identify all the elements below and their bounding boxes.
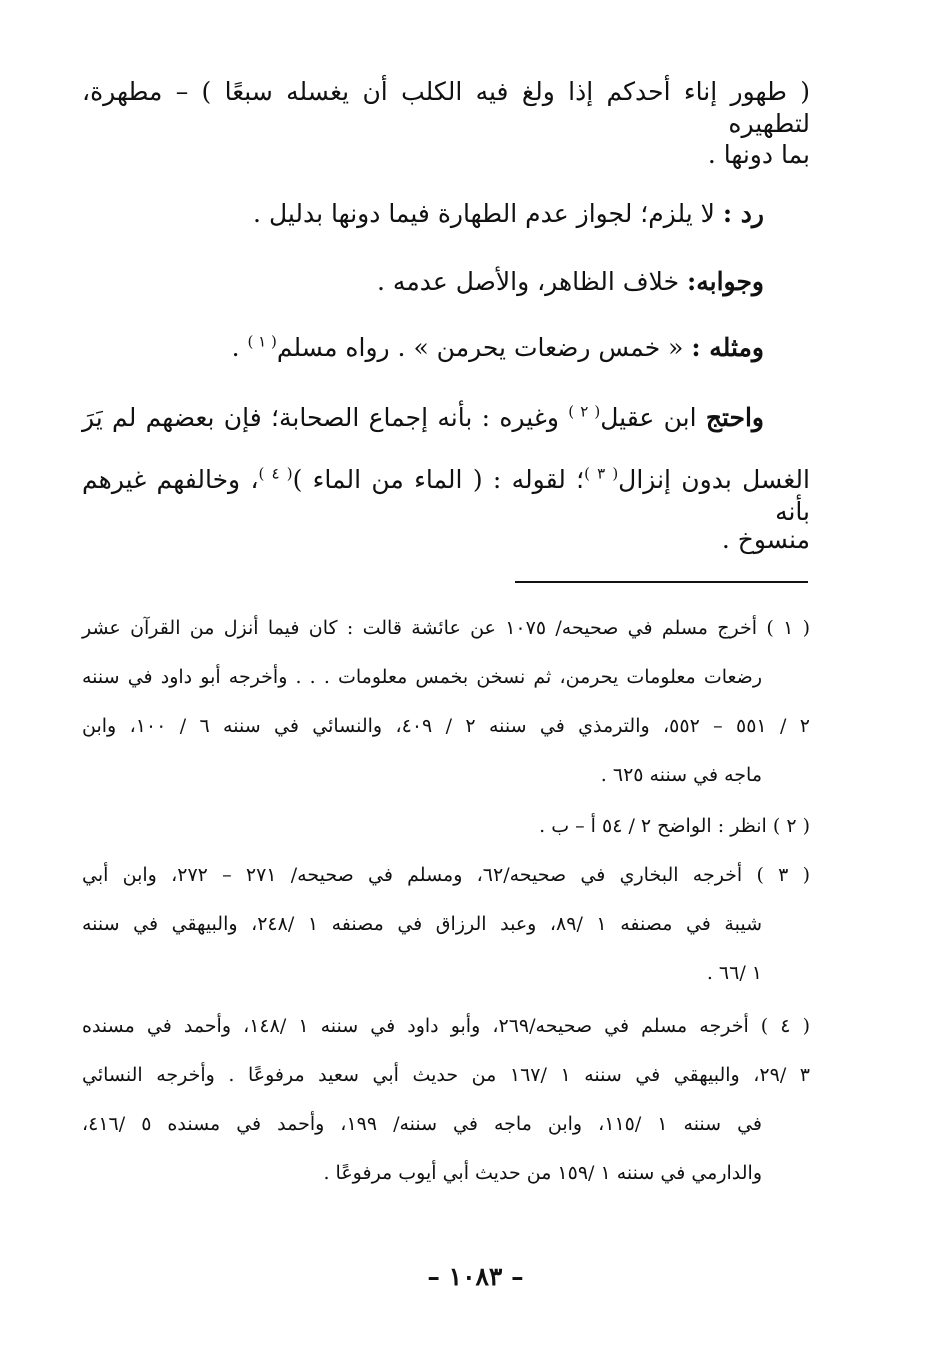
footnote-3-line-3: ١ /٦٦ . [706, 962, 762, 984]
main-line-8: منسوخ . [721, 525, 810, 554]
footnote-ref-4[interactable]: ( ٤ ) [258, 464, 293, 483]
line7-text-c: ، وخالفهم غيرهم بأنه [82, 465, 810, 526]
jawab-label: وجوابه: [687, 267, 764, 296]
mithl-label: ومثله : [691, 333, 764, 362]
footnote-ref-1[interactable]: ( ١ ) [247, 332, 277, 351]
footnote-2-line-1: ( ٢ ) انظر : الواضح ٢ / ٥٤ أ – ب . [539, 815, 810, 837]
mithl-paragraph [82, 332, 810, 364]
ihtaj-text-b: وغيره : بأنه إجماع الصحابة؛ فإن بعضهم لم يَرَ [82, 403, 569, 432]
radd-label: رد : [722, 199, 764, 228]
mithl-text: « خمس رضعات يحرمن » . رواه مسلم [276, 333, 692, 362]
footnote-divider [515, 581, 808, 583]
line7-text-a: الغسل بدون إنزال [618, 465, 810, 494]
footnote-1-line-4: ماجه في سننه ٦٢٥ . [600, 764, 762, 786]
jawab-paragraph [82, 266, 810, 298]
main-line-1: ( طهور إناء أحدكم إذا ولغ فيه الكلب أن يغسله سبعًا ) – مطهرة، لتطهيره [82, 77, 810, 138]
footnote-4-line-4: والدارمي في سننه ١ /١٥٩ من حديث أبي أيوب مرفوعًا . [323, 1162, 762, 1184]
footnote-ref-3[interactable]: ( ٣ ) [584, 464, 619, 483]
footnote-3-line-2: شيبة في مصنفه ١ /٨٩، وعبد الرزاق في مصنفه ١ /٢٤٨، والبيهقي في سننه [82, 913, 762, 935]
footnote-1-line-3: ٢ / ٥٥١ – ٥٥٢، والترمذي في سننه ٢ / ٤٠٩، والنسائي في سننه ٦ / ١٠٠، وابن [82, 715, 810, 737]
page-number: – ١٠٨٣ – [427, 1262, 524, 1291]
footnote-1-line-2: رضعات معلومات يحرمن، ثم نسخن بخمس معلومات . . . وأخرجه أبو داود في سننه [82, 666, 762, 688]
footnote-4-line-2: ٣ /٢٩، والبيهقي في سننه ١ /١٦٧ من حديث أبي سعيد مرفوعًا . وأخرجه النسائي [82, 1064, 810, 1086]
jawab-text: خلاف الظاهر، والأصل عدمه . [377, 267, 688, 296]
main-line-7 [82, 464, 810, 528]
mithl-end: . [231, 333, 248, 362]
radd-paragraph [82, 198, 810, 230]
ihtaj-line [82, 402, 810, 434]
footnote-1-line-1: ( ١ ) أخرج مسلم في صحيحه/ ١٠٧٥ عن عائشة قالت : كان فيما أنزل من القرآن عشر [82, 617, 811, 639]
footnote-4-line-1: ( ٤ ) أخرجه مسلم في صحيحه/٢٦٩، وأبو داود في سننه ١ /١٤٨، وأحمد في مسنده [82, 1015, 811, 1037]
main-line-2: بما دونها . [707, 140, 810, 169]
footnote-3-line-1: ( ٣ ) أخرجه البخاري في صحيحه/٦٢، ومسلم في صحيحه/ ٢٧١ – ٢٧٢، وابن أبي [82, 864, 810, 886]
ihtaj-label: واحتج [705, 403, 764, 432]
footnote-ref-2[interactable]: ( ٢ ) [568, 402, 601, 421]
footnote-4-line-3: في سننه ١ /١١٥، وابن ماجه في سننه/ ١٩٩، وأحمد في مسنده ٥ /٤١٦، [82, 1113, 763, 1135]
ihtaj-text-a: ابن عقيل [600, 403, 706, 432]
line7-text-b: ؛ لقوله : ( الماء من الماء ) [292, 465, 585, 494]
radd-text: لا يلزم؛ لجواز عدم الطهارة فيما دونها بدليل . [253, 199, 723, 228]
